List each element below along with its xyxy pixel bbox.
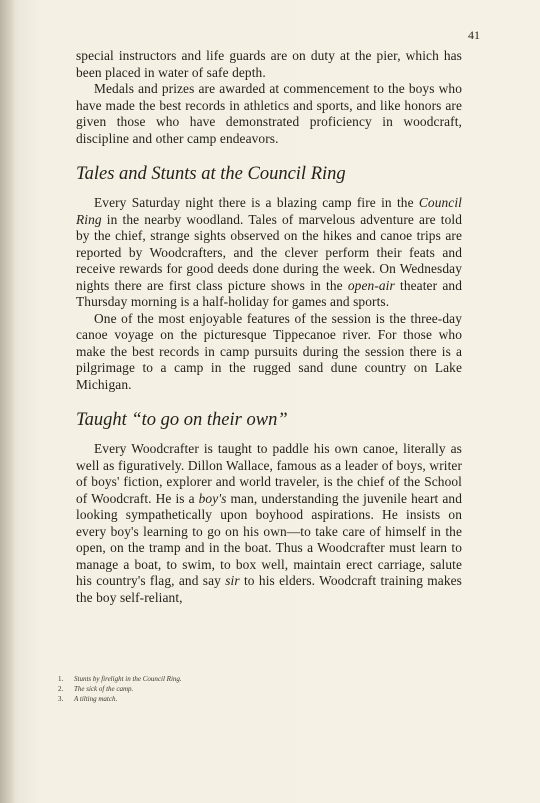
text-run: man, understanding the juvenile heart and looking sympathetically upon boyhood aspirations. He insists on every boy's learning to go on his own—to take care of himself in the open, on the tramp and in the boat. Thus a Woodcrafter must learn to manage a boat, to swim, to box well, maintain erect carriage, salute his country's flag, and say	[76, 490, 462, 588]
binding-gutter	[0, 0, 14, 803]
footnote-number: 1.	[58, 675, 64, 683]
text-run: Every Saturday night there is a blazing camp fire in the	[94, 195, 419, 210]
italic-text: sir	[225, 573, 240, 588]
footnote	[58, 694, 358, 704]
text-run: One of the most enjoyable features of the session is the three-day canoe voyage on the picturesque Tippecanoe river. For those who make the best records in camp pursuits during the session there is a pilgrimage to a camp in the rugged sand dune country on Lake Michigan.	[76, 310, 462, 392]
footnote-text: Stunts by firelight in the Council Ring.	[74, 675, 182, 683]
text-run: theater and Thursday morning is a half-holiday for games and sports.	[76, 277, 462, 309]
text-run: to his elders. Woodcraft training makes the boy self-reliant,	[76, 573, 462, 605]
paragraph	[76, 81, 462, 147]
section-heading: Taught “to go on their own”	[76, 410, 288, 430]
text-run: special instructors and life guards are on duty at the pier, which has been placed in water of safe depth.	[76, 48, 462, 80]
text-run: Medals and prizes are awarded at commencement to the boys who have made the best records in athletics and sports, and like honors are given those who have demonstrated proficiency in woodcraft, discipline and other camp endeavors.	[76, 81, 462, 146]
page-number: 41	[468, 28, 480, 42]
footnote-number: 2.	[58, 685, 64, 693]
text-run: Every Woodcrafter is taught to paddle his own canoe, literally as well as figuratively. Dillon Wallace, famous as a leader of boys, writer of boys' fiction, explorer and world traveler, is the chief of the School of Woodcraft. He is a	[76, 441, 462, 506]
section-heading: Tales and Stunts at the Council Ring	[76, 164, 346, 184]
paragraph	[76, 311, 462, 394]
footnote-number: 3.	[58, 695, 64, 703]
italic-text: boy's	[198, 490, 227, 506]
footnote	[58, 684, 358, 694]
paragraph	[76, 441, 462, 606]
footnote	[58, 674, 358, 684]
footnote-text: A tilting match.	[74, 695, 118, 703]
body-text	[76, 48, 462, 606]
text-run: in the nearby woodland. Tales of marvelous adventure are told by the chief, strange sights observed on the hikes and canoe trips are reported by Woodcrafters, and the clever perform their feats and receive rewards for good deeds done during the week. On Wednesday nights there are first class picture shows in the	[76, 211, 462, 293]
italic-text: Council Ring	[76, 195, 462, 227]
italic-text: open-air	[347, 277, 395, 293]
paragraph	[76, 48, 462, 81]
footnote-text: The sick of the camp.	[74, 685, 134, 693]
paragraph	[76, 195, 462, 311]
footnotes	[58, 674, 358, 704]
